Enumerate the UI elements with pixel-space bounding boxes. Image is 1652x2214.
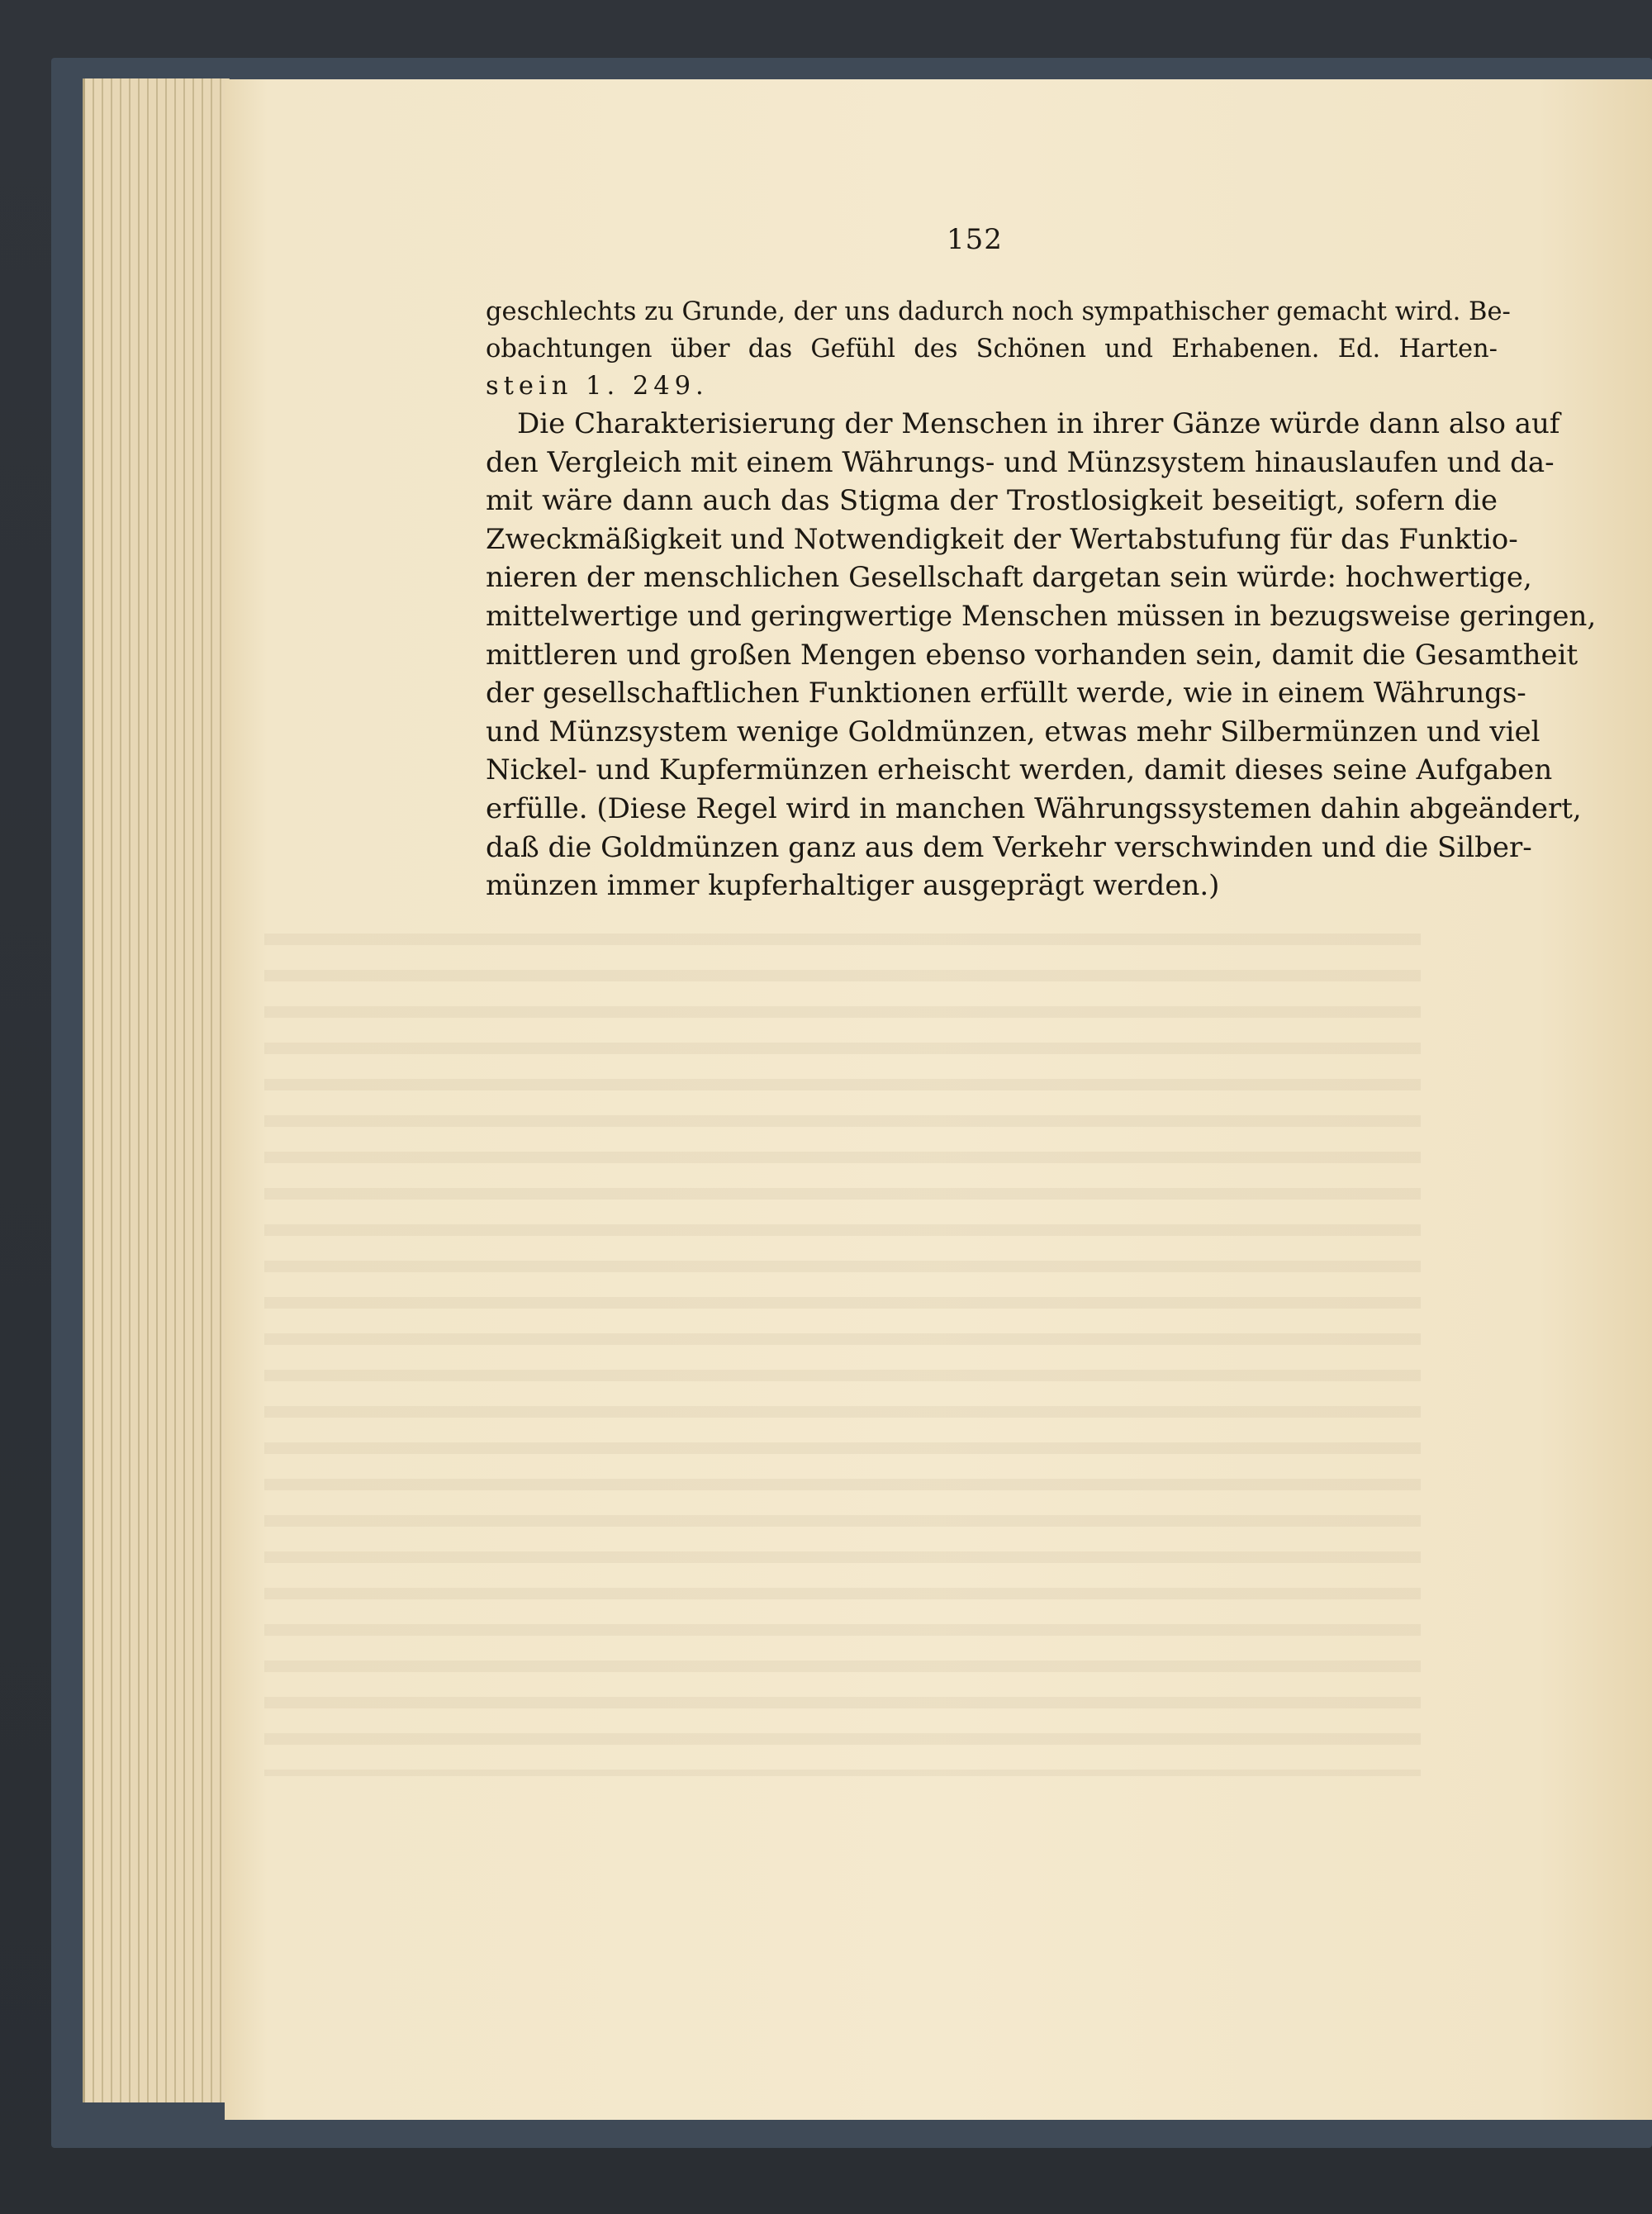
body-line: daß die Goldmünzen ganz aus dem Verkehr verschwinden und die Silber- <box>486 830 1532 864</box>
body-line: Zweckmäßigkeit und Notwendigkeit der Wertabstufung für das Funktio- <box>486 522 1518 556</box>
text-block <box>486 293 1597 905</box>
page-number: 152 <box>947 223 1003 256</box>
body-paragraph <box>486 405 1597 905</box>
body-line: mittelwertige und geringwertige Menschen müssen in bezugsweise geringen, <box>486 599 1597 633</box>
body-line: erfülle. (Diese Regel wird in manchen Währungssystemen dahin abgeändert, <box>486 791 1582 825</box>
body-line: den Vergleich mit einem Währungs- und Münzsystem hinauslaufen und da- <box>486 445 1555 479</box>
footnote-line: obachtungen über das Gefühl des Schönen und Erhabenen. Ed. Harten- <box>486 335 1498 363</box>
body-line: Die Charakterisierung der Menschen in ihrer Gänze würde dann also auf <box>517 407 1560 440</box>
body-line: der gesellschaftlichen Funktionen erfüllt werde, wie in einem Währungs- <box>486 677 1526 710</box>
footnote-line: stein 1. 249. <box>486 372 709 401</box>
show-through-text <box>264 909 1421 1776</box>
body-line: und Münzsystem wenige Goldmünzen, etwas mehr Silbermünzen und viel <box>486 715 1540 748</box>
body-line: mit wäre dann auch das Stigma der Trostlosigkeit beseitigt, sofern die <box>486 484 1498 518</box>
body-line: mittleren und großen Mengen ebenso vorhanden sein, damit die Gesamtheit <box>486 638 1578 672</box>
footnote-line: geschlechts zu Grunde, der uns dadurch noch sympathischer gemacht wird. Be- <box>486 297 1511 326</box>
body-line: münzen immer kupferhaltiger ausgeprägt werden.) <box>486 869 1220 903</box>
footnote <box>486 293 1511 405</box>
page-edges <box>83 78 230 2102</box>
body-line: nieren der menschlichen Gesellschaft dargetan sein würde: hochwertige, <box>486 561 1532 595</box>
body-line: Nickel- und Kupfermünzen erheischt werden, damit dieses seine Aufgaben <box>486 753 1553 787</box>
